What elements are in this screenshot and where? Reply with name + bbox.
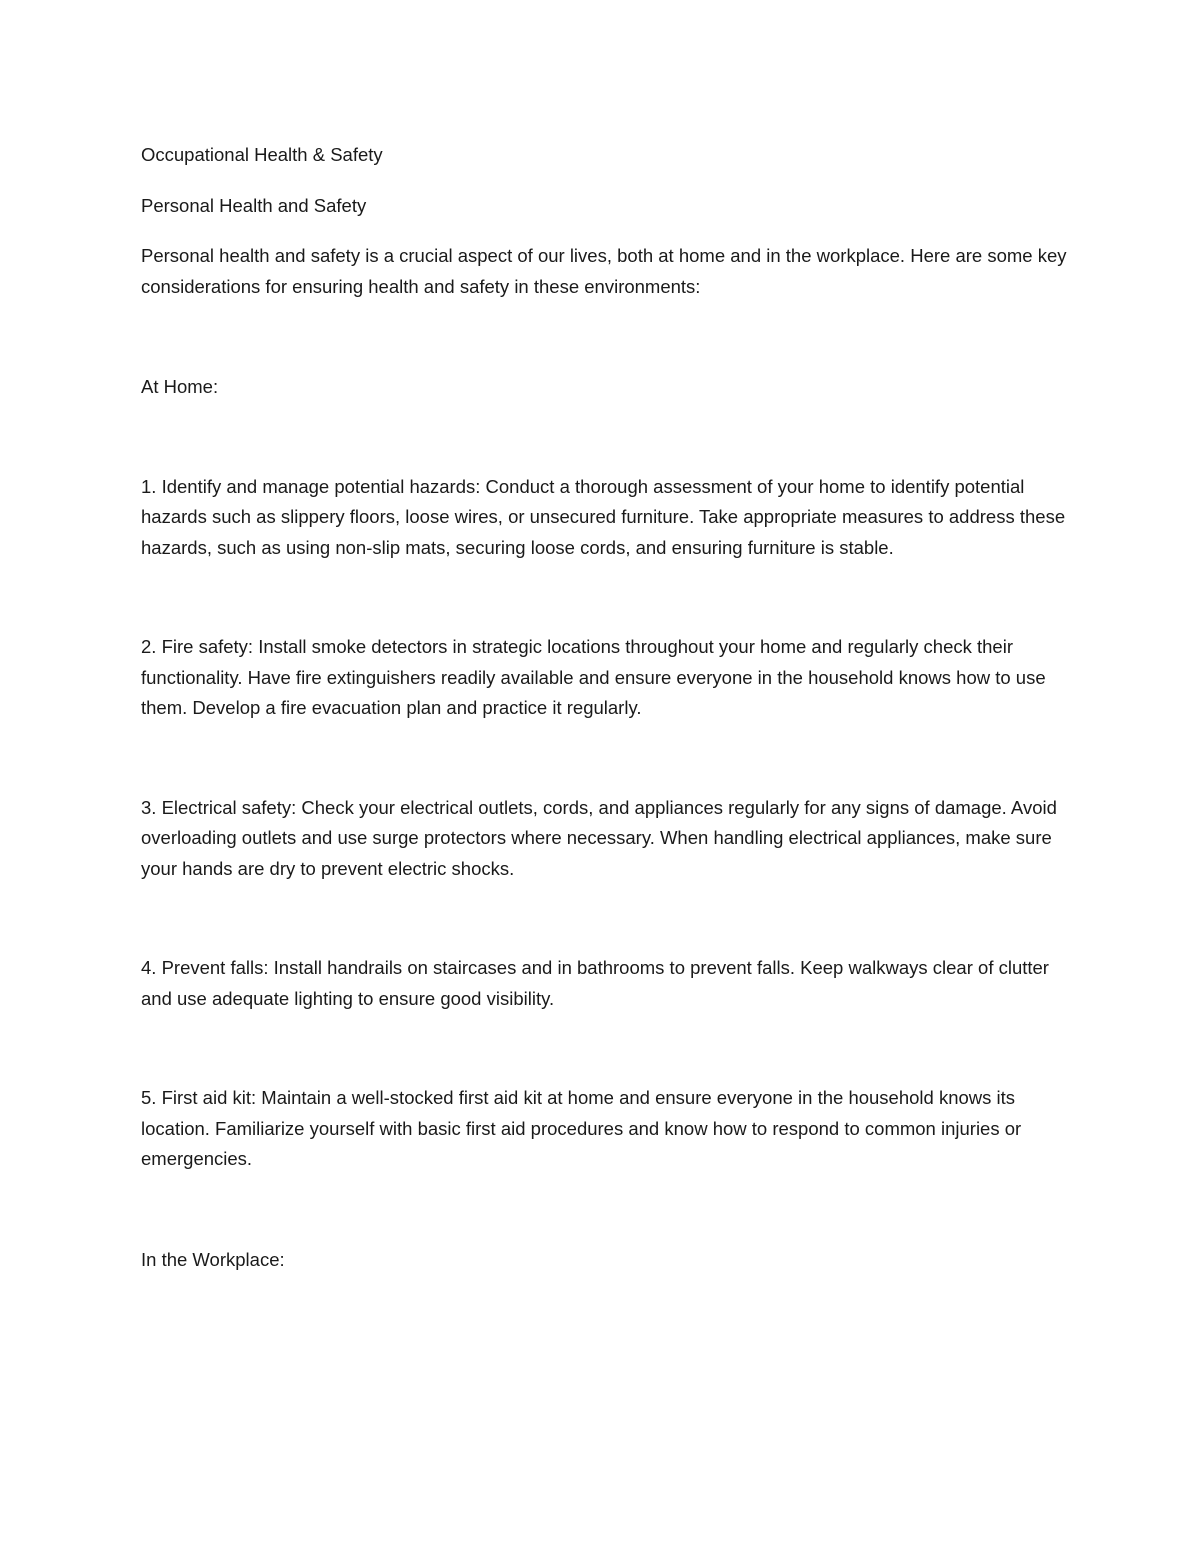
list-item: 1. Identify and manage potential hazards: Conduct a thorough assessment of your home to identify potential hazards such as slippery floors, loose wires, or unsecured furniture. Take appropriate measures to address these hazards, such as using non-slip mats, securing loose cords, and ensuring furniture is stable.: [141, 475, 1066, 558]
document-title: Occupational Health & Safety: [141, 144, 383, 165]
section-heading-workplace: In the Workplace:: [141, 1248, 285, 1270]
document-body: [141, 140, 1076, 1275]
list-item: 4. Prevent falls: Install handrails on staircases and in bathrooms to prevent falls. Keep walkways clear of clutter and use adequate lighting to ensure good visibility.: [141, 957, 1049, 1009]
section-heading-home: At Home:: [141, 376, 219, 397]
list-item: 3. Electrical safety: Check your electrical outlets, cords, and appliances regularly for any signs of damage. Avoid overloading outlets and use surge protectors where necessary. When handling electrical appliances, make sure your hands are dry to prevent electric shocks.: [141, 796, 1057, 879]
list-item: 5. First aid kit: Maintain a well-stocked first aid kit at home and ensure everyone in the household knows its location. Familiarize yourself with basic first aid procedures and know how to respond to common injuries or emergencies.: [141, 1087, 1022, 1169]
list-item: 2. Fire safety: Install smoke detectors in strategic locations throughout your home and regularly check their functionality. Have fire extinguishers readily available and ensure everyone in the household knows how to use them. Develop a fire evacuation plan and practice it regularly.: [141, 636, 1046, 718]
intro-paragraph: Personal health and safety is a crucial aspect of our lives, both at home and in the workplace. Here are some key considerations for ensuring health and safety in these environments:: [141, 245, 1067, 297]
document-subtitle: Personal Health and Safety: [141, 194, 367, 216]
